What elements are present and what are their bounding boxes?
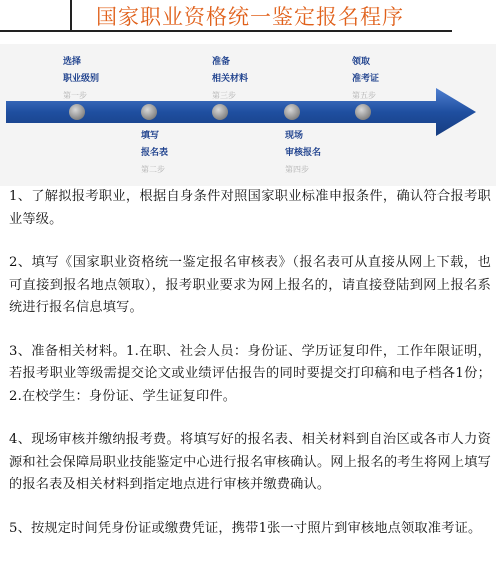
title-bar [0,0,496,44]
step-2 [141,128,211,177]
step-3-label-line2: 相关材料 [212,74,249,84]
procedure-paragraph-4: 4、现场审核并缴纳报考费。将填写好的报名表、相关材料到自治区或各市人力资源和社会保障局职业技能鉴定中心进行报名审核确认。网上报名的考生将网上填写的报名表及相关材料到指定地点进行审核并缴费确认。 [9,432,491,492]
step-2-number: 第二步 [141,165,165,174]
page-title: 国家职业资格统一鉴定报名程序 [96,5,404,29]
step-4-dot [284,104,300,120]
procedure-paragraph-5: 5、按规定时间凭身份证或缴费凭证，携带1张一寸照片到审核地点领取准考证。 [9,520,482,536]
step-5 [352,54,422,103]
step-5-label-line2: 准考证 [352,74,380,84]
procedure-text [9,186,491,540]
step-1 [63,54,133,103]
process-flow-diagram [0,44,496,186]
step-1-dot [69,104,85,120]
step-4-label-line1: 现场 [285,131,304,141]
step-1-number: 第一步 [63,91,87,100]
step-3-number: 第三步 [212,91,236,100]
step-2-dot [141,104,157,120]
title-rule-left [0,30,72,32]
step-3-label-line1: 准备 [212,57,231,67]
step-3-dot [212,104,228,120]
procedure-paragraph-2: 2、填写《国家职业资格统一鉴定报名审核表》（报名表可从直接从网上下载，也可直接到报名地点领取），报考职业要求为网上报名的，请直接登陆到网上报名系统进行报名信息填写。 [9,255,491,315]
step-2-label-line1: 填写 [141,131,160,141]
step-1-label-line2: 职业级别 [63,74,100,84]
step-1-label-line1: 选择 [63,57,82,67]
step-5-label-line1: 领取 [352,57,371,67]
step-5-dot [355,104,371,120]
step-3 [212,54,282,103]
step-4-number: 第四步 [285,165,309,174]
step-4 [285,128,355,177]
step-2-label-line2: 报名表 [141,148,169,158]
procedure-paragraph-1: 1、了解拟报考职业，根据自身条件对照国家职业标准申报条件，确认符合报考职业等级。 [9,189,491,227]
procedure-paragraph-3: 3、准备相关材料。1.在职、社会人员：身份证、学历证复印件，工作年限证明，若报考职业等级需提交论文或业绩评估报告的同时要提交打印稿和电子档各1份；2.在校学生：身份证、学生证复印件。 [9,343,491,404]
step-4-label-line2: 审核报名 [285,148,322,158]
step-5-number: 第五步 [352,91,376,100]
